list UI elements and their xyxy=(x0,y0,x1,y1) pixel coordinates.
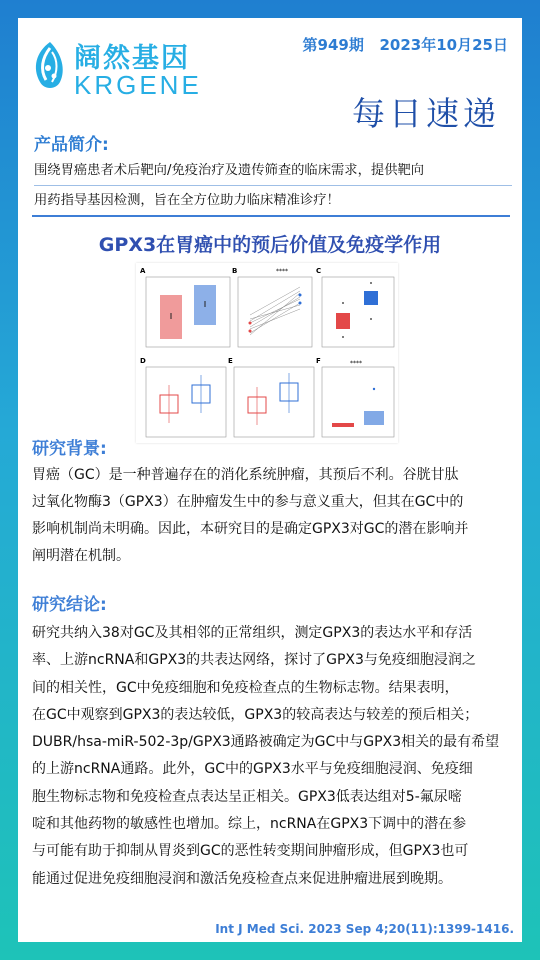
intro-text xyxy=(34,156,512,215)
conclusion-line: 率、上游ncRNA和GPX3的共表达网络，探讨了GPX3与免疫细胞浸润之 xyxy=(32,652,476,669)
background-text xyxy=(32,462,512,570)
panel-label-e: E xyxy=(228,357,233,365)
brand-logo xyxy=(26,34,202,104)
panel-label-a: A xyxy=(140,267,146,275)
background-line: 阐明潜在机制。 xyxy=(32,548,130,564)
intro-line: 用药指导基因检测，旨在全方位助力临床精准诊疗！ xyxy=(34,193,340,208)
section-divider xyxy=(32,215,510,217)
panel-d-boxplot xyxy=(160,375,210,423)
panel-label-f: F xyxy=(316,357,321,365)
article-title: GPX3在胃癌中的预后价值及免疫学作用 xyxy=(98,234,442,256)
panel-e-boxplot xyxy=(248,373,298,425)
conclusion-line: 与可能有助于抑制从胃炎到GC的恶性转变期间肿瘤形成，但GPX3也可 xyxy=(32,843,469,860)
intro-line: 围绕胃癌患者术后靶向/免疫治疗及遗传筛查的临床需求，提供靶向 xyxy=(34,156,512,186)
panel-b-points xyxy=(249,294,302,333)
conclusion-line: 间的相关性，GC中免疫细胞和免疫检查点的生物标志物。结果表明， xyxy=(32,679,459,696)
conclusion-line: DUBR/hsa-miR-502-3p/GPX3通路被确定为GC中与GPX3相关的最有希望 xyxy=(32,734,500,751)
citation: Int J Med Sci. 2023 Sep 4;20(11):1399-1416. xyxy=(215,922,514,936)
background-line: 胃癌（GC）是一种普遍存在的消化系统肿瘤，其预后不利。谷胱甘肽 xyxy=(32,467,459,483)
brand-name-cn: 阔然基因 xyxy=(74,43,190,74)
logo-emblem-icon xyxy=(26,38,74,98)
brand-name-en: KRGENE xyxy=(74,70,202,100)
conclusion-line: 研究共纳入38对GC及其相邻的正常组织，测定GPX3的表达水平和存活 xyxy=(32,625,473,641)
figure-panels xyxy=(136,263,398,443)
panel-b-paired-lines xyxy=(250,287,300,335)
significance-label-b: **** xyxy=(276,268,288,275)
conclusion-text xyxy=(32,620,512,893)
headline: 每日速递 xyxy=(352,94,500,133)
conclusion-title: 研究结论: xyxy=(32,595,107,615)
conclusion-line: 的上游ncRNA通路。此外，GC中的GPX3水平与免疫细胞浸润、免疫细 xyxy=(32,761,473,778)
significance-label-f: **** xyxy=(350,360,362,367)
panel-f-scatter xyxy=(332,388,384,427)
intro-title: 产品简介: xyxy=(34,135,109,155)
research-figure xyxy=(136,263,398,443)
panel-c-boxplot xyxy=(336,282,378,338)
content-card xyxy=(18,18,522,942)
background-line: 过氧化物酶3（GPX3）在肿瘤发生中的参与意义重大，但其在GC中的 xyxy=(32,494,464,510)
panel-a-scatter xyxy=(160,285,216,339)
background-line: 影响机制尚未明确。因此，本研究目的是确定GPX3对GC的潜在影响并 xyxy=(32,521,469,537)
panel-label-b: B xyxy=(232,267,238,275)
issue-date: 第949期 2023年10月25日 xyxy=(302,36,508,54)
panel-label-c: C xyxy=(316,267,322,275)
panel-label-d: D xyxy=(140,357,146,365)
conclusion-line: 在GC中观察到GPX3的表达较低，GPX3的较高表达与较差的预后相关； xyxy=(32,706,479,723)
conclusion-line: 啶和其他药物的敏感性也增加。综上，ncRNA在GPX3下调中的潜在参 xyxy=(32,816,467,833)
background-title: 研究背景: xyxy=(32,439,107,459)
conclusion-line: 胞生物标志物和免疫检查点表达呈正相关。GPX3低表达组对5-氟尿嘧 xyxy=(32,788,462,805)
conclusion-line: 能通过促进免疫细胞浸润和激活免疫检查点来促进肿瘤进展到晚期。 xyxy=(32,870,452,887)
